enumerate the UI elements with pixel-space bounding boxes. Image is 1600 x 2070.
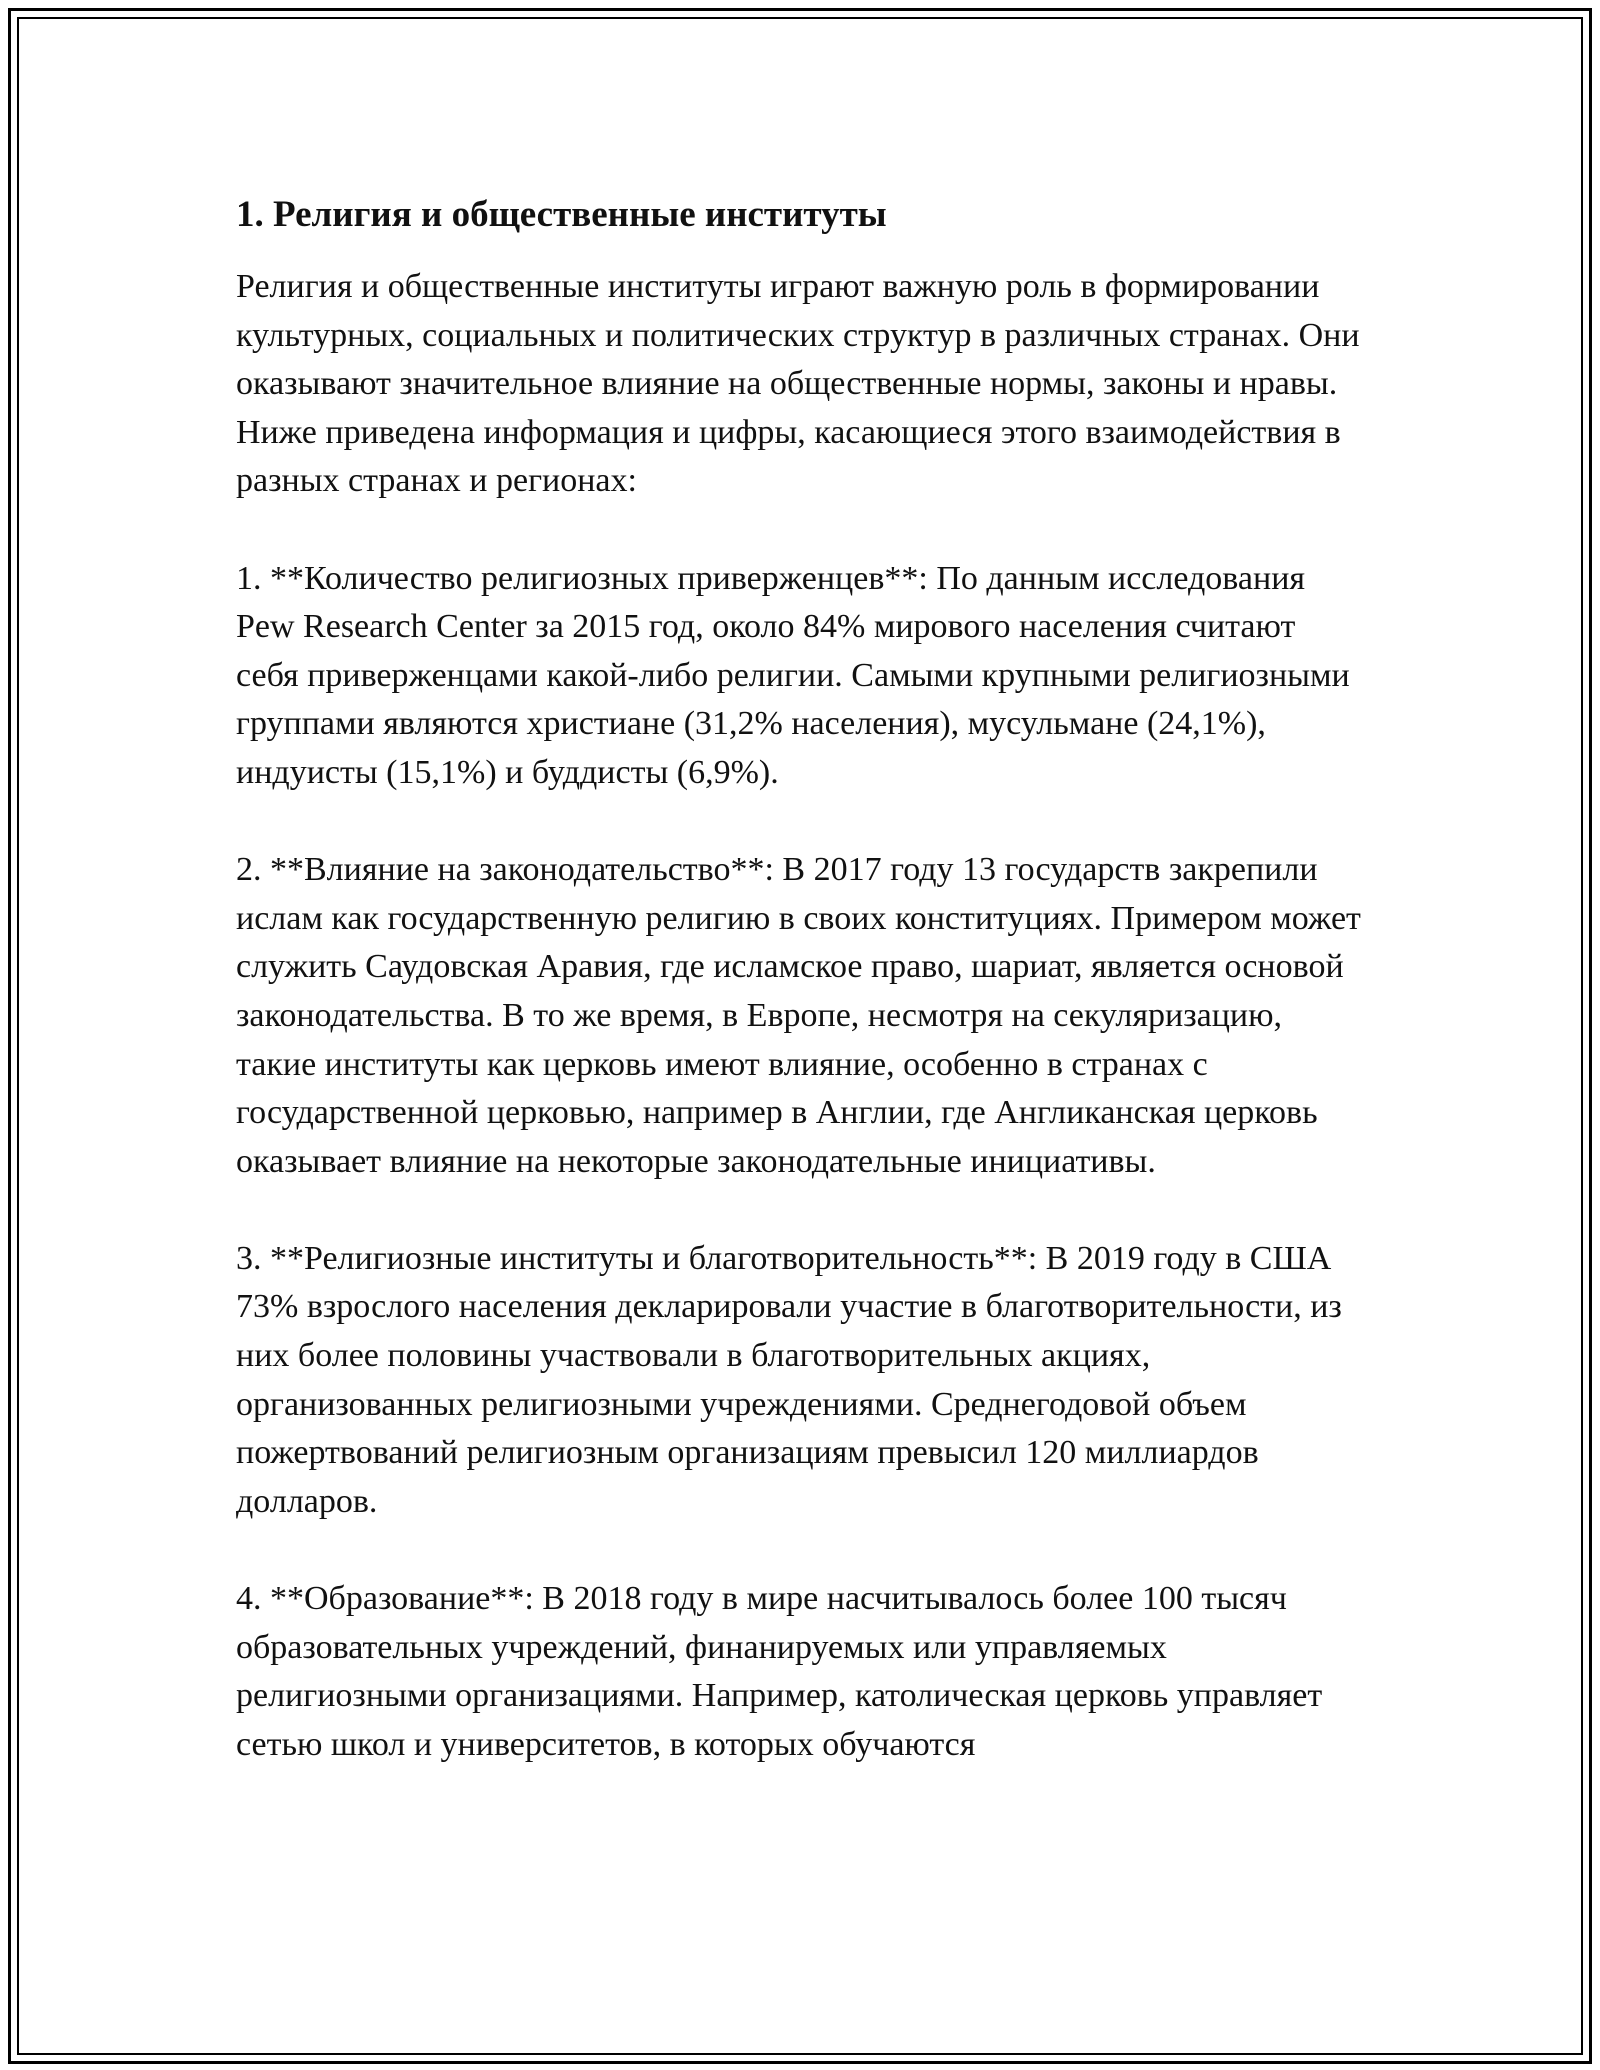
point-charity: 3. **Религиозные институты и благотворительность**: В 2019 году в США 73% взрослого населения декларировали участие в благотворительности, из них более половины участвовали в благотворительных акциях, организованных религиозными учреждениями. Среднегодовой объем пожертвований религиозным организациям превысил 120 миллиардов долларов. (236, 1239, 1342, 1520)
section-heading: 1. Религия и общественные институты (236, 194, 887, 235)
point-education: 4. **Образование**: В 2018 году в мире насчитывалось более 100 тысяч образовательных учреждений, финанируемых или управляемых религиозными организациями. Например, католическая церковь управляет сетью школ и университетов, в которых обучаются (236, 1580, 1323, 1763)
document-body (236, 190, 1366, 1769)
point-legislation-influence: 2. **Влияние на законодательство**: В 2017 году 13 государств закрепили ислам как государственную религию в своих конституциях. Примером может служить Саудовская Аравия, где исламское право, шариат, является основой законодательства. В то же время, в Европе, несмотря на секуляризацию, такие институты как церковь имеют влияние, особенно в странах с государственной церковью, например в Англии, где Англиканская церковь оказывает влияние на некоторые законодательные инициативы. (236, 851, 1361, 1180)
point-religious-adherents: 1. **Количество религиозных приверженцев**: По данным исследования Pew Research Center за 2015 год, около 84% мирового населения считают себя приверженцами какой-либо религии. Самыми крупными религиозными группами являются христиане (31,2% населения), мусульмане (24,1%), индуисты (15,1%) и буддисты (6,9%). (236, 559, 1350, 791)
intro-paragraph: Религия и общественные институты играют важную роль в формировании культурных, социальных и политических структур в различных странах. Они оказывают значительное влияние на общественные нормы, законы и нравы. Ниже приведена информация и цифры, касающиеся этого взаимодействия в разных странах и регионах: (236, 268, 1360, 500)
